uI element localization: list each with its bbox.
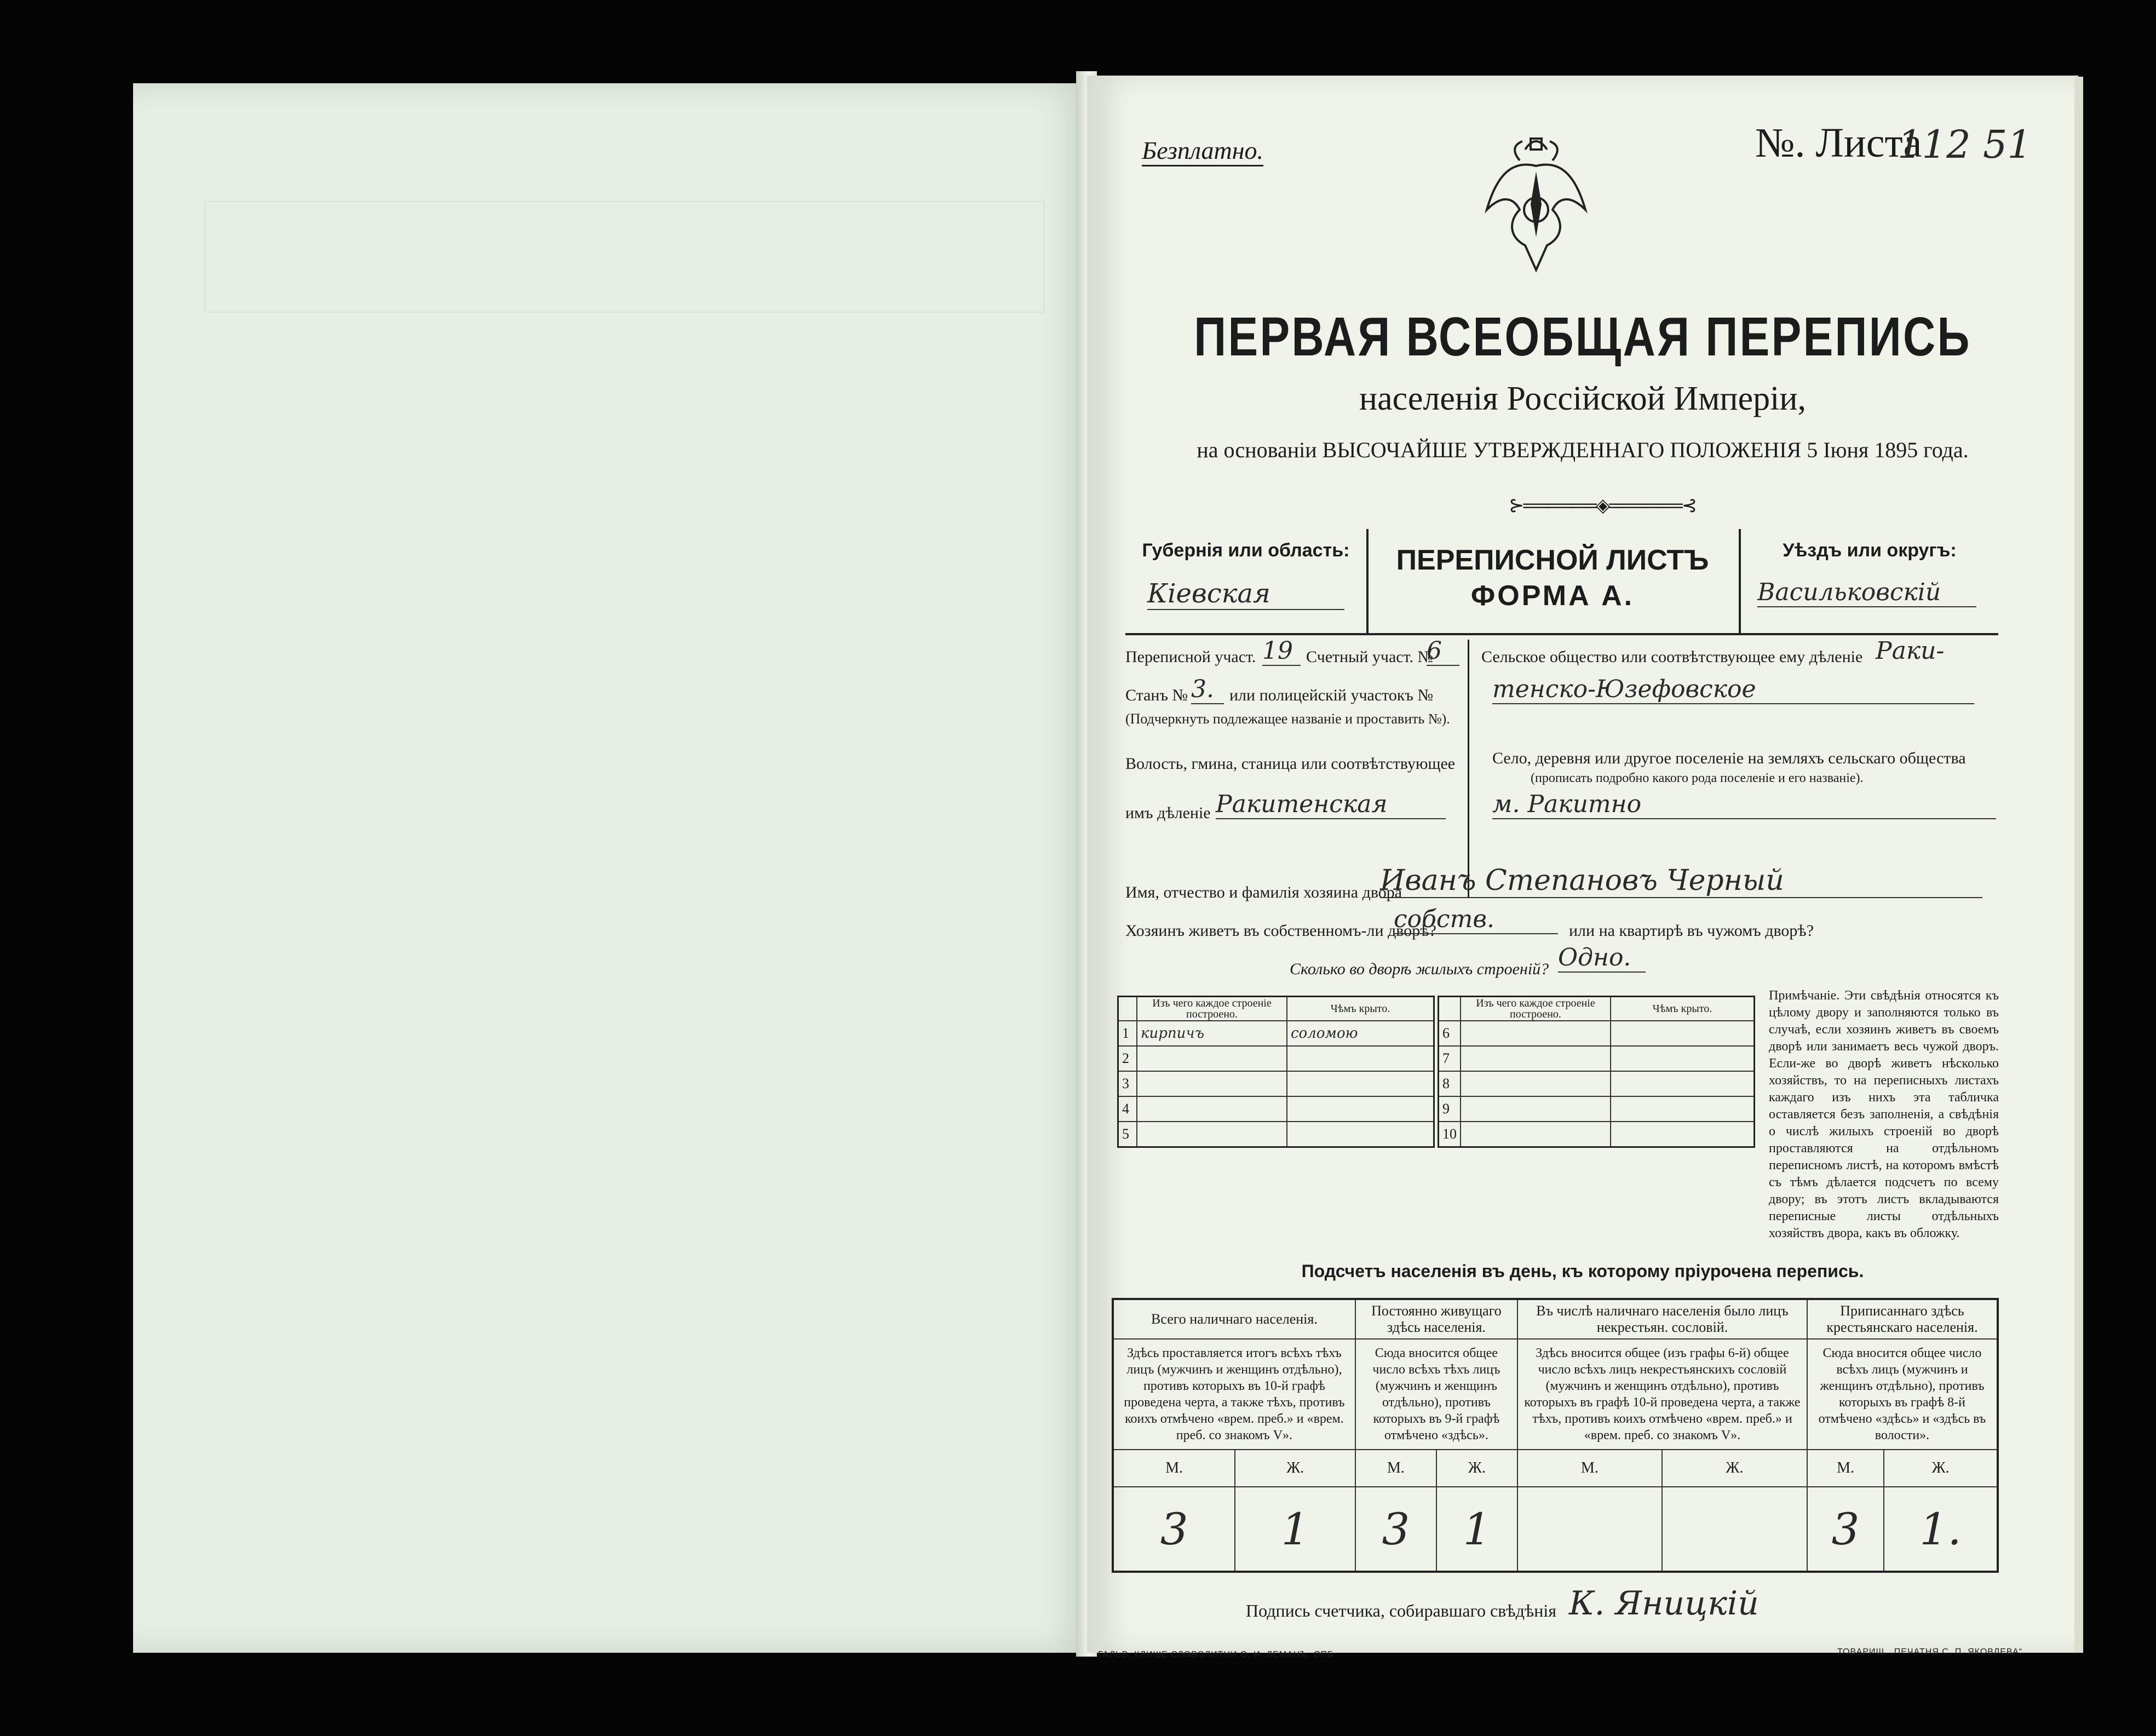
f-label: Ж. (1436, 1450, 1517, 1487)
f-label: Ж. (1662, 1450, 1807, 1487)
built-header: Изъ чего каждое строеніе построено. (1137, 997, 1287, 1021)
printer-note-right: ТОВАРИЩ. „ПЕЧАТНЯ С. П. ЯКОВЛЕВА“. (1837, 1647, 2026, 1657)
dwelling-table-right (1438, 996, 1755, 1148)
f-label: Ж. (1884, 1450, 1998, 1487)
table-row: 9 (1439, 1096, 1755, 1122)
col-desc-registered: Сюда вносится общее число всѣхъ лицъ (мужчинъ и женщинъ отдѣльно), противъ которыхъ въ графѣ 8-й отмѣчено «здѣсь» и «здѣсь въ волости». (1807, 1339, 1998, 1450)
col-head-registered: Приписаннаго здѣсь крестьянскаго населенія. (1807, 1299, 1998, 1339)
bleed-through-table (204, 201, 1044, 313)
page-edge (2074, 77, 2083, 1653)
total-female: 1 (1235, 1487, 1355, 1572)
census-area-label: Переписной участ. (1125, 648, 1256, 666)
form-subtitle: ФОРМА А. (1470, 580, 1635, 612)
uezd-value: Васильковскій (1757, 578, 1976, 607)
registered-male: 3 (1807, 1487, 1884, 1572)
society-value-1: Раки- (1876, 637, 1945, 665)
volost-value: Ракитенская (1216, 790, 1446, 819)
total-male: 3 (1113, 1487, 1235, 1572)
table-row: 3 (1118, 1071, 1434, 1096)
dwellings-label: Сколько во дворѣ жилыхъ строеній? (1290, 960, 1549, 978)
non-peasant-male (1517, 1487, 1662, 1572)
left-page-blank (133, 83, 1091, 1653)
village-label: Село, деревня или другое поселеніе на земляхъ сельскаго общества (1492, 749, 1966, 767)
built-cell: кирпичъ (1137, 1021, 1287, 1046)
count-area-value: 6 (1427, 637, 1459, 666)
col-head-total: Всего наличнаго населенія. (1113, 1299, 1355, 1339)
table-row: 2 (1118, 1046, 1434, 1071)
owner-value: Иванъ Степановъ Черный (1380, 864, 1982, 898)
ornament-divider: ⊱══════◈══════⊰ (1509, 496, 1697, 516)
form-title: ПЕРЕПИСНОЙ ЛИСТЪ (1396, 544, 1709, 576)
population-count-title: Подсчетъ населенія въ день, къ которому пріурочена перепись. (1301, 1261, 1864, 1281)
census-form-page (1087, 76, 2078, 1659)
f-label: Ж. (1235, 1450, 1355, 1487)
printer-note-left: ГАЛЬВ. КЛИШЕ СЛОВОЛИТНИ О. И. ЛЕМАНЪ, СПБ. (1098, 1650, 1337, 1659)
uezd-box (1739, 529, 1998, 635)
m-label: М. (1113, 1450, 1235, 1487)
roof-header-2: Чѣмъ крыто. (1611, 997, 1755, 1021)
own-yard-value: собств. (1394, 905, 1558, 934)
society-label: Сельское общество или соотвѣтствующее ему дѣленіе (1481, 648, 1863, 666)
col-desc-total: Здѣсь проставляется итогъ всѣхъ тѣхъ лицъ (мужчинъ и женщинъ отдѣльно), противъ которыхъ въ 10-й графѣ проведена черта, а также тѣхъ, противъ коихъ отмѣчено «врем. преб.» и «врем. преб. со знакомъ V». (1113, 1339, 1355, 1450)
free-label: Безплатно. (1142, 136, 1263, 166)
police-label: или полицейскій участокъ № (1229, 686, 1434, 704)
census-area-value: 19 (1262, 637, 1301, 666)
roof-header: Чѣмъ крыто. (1287, 997, 1434, 1021)
sheet-number-label: №. Листа (1755, 120, 1922, 166)
underline-note: (Подчеркнуть подлежащее названіе и проставить №). (1125, 711, 1450, 727)
count-area-label: Счетный участ. № (1306, 648, 1434, 666)
society-value-2: тенско-Юзефовское (1492, 675, 1974, 704)
col-desc-permanent: Сюда вносится общее число всѣхъ тѣхъ лицъ (мужчинъ и женщинъ отдѣльно), противъ которыхъ въ 9-й графѣ отмѣчено «здѣсь». (1355, 1339, 1517, 1450)
guberniya-value: Кіевская (1147, 578, 1344, 610)
guberniya-box (1125, 529, 1369, 635)
permanent-female: 1 (1436, 1487, 1517, 1572)
table-row: 6 (1439, 1021, 1755, 1046)
stan-value: 3. (1191, 675, 1224, 704)
volost-label: Волость, гмина, станица или соотвѣтствующее (1125, 755, 1456, 773)
owner-label: Имя, отчество и фамилія хозяина двора (1125, 883, 1402, 901)
roof-cell: соломою (1287, 1021, 1434, 1046)
m-label: М. (1807, 1450, 1884, 1487)
m-label: М. (1517, 1450, 1662, 1487)
table-row: 8 (1439, 1071, 1755, 1096)
stan-label: Станъ № (1125, 686, 1188, 704)
dwellings-value: Одно. (1558, 944, 1646, 973)
table-row: 7 (1439, 1046, 1755, 1071)
non-peasant-female (1662, 1487, 1807, 1572)
signature-value: К. Яницкій (1569, 1584, 1759, 1623)
guberniya-label: Губернія или область: (1142, 540, 1350, 561)
built-header-2: Изъ чего каждое строеніе построено. (1461, 997, 1611, 1021)
col-desc-non-peasant: Здѣсь вносится общее (изъ графы 6-й) общее число всѣхъ лицъ некрестьянскихъ сословій (мужчинъ и женщинъ отдѣльно), противъ которыхъ въ графѣ 10-й проведена черта, а также тѣхъ, противъ коихъ отмѣчено «врем. преб.» и «врем. преб. со знакомъ V». (1517, 1339, 1807, 1450)
imperial-eagle-emblem (1481, 128, 1591, 286)
signature-label: Подпись счетчика, собиравшаго свѣдѣнія (1246, 1601, 1557, 1620)
village-note: (прописать подробно какого рода поселеніе и его названіе). (1531, 771, 1864, 785)
m-label: М. (1355, 1450, 1436, 1487)
sheet-number-value: 112 51 (1898, 122, 2032, 167)
own-yard-label: Хозяинъ живетъ въ собственномъ-ли дворѣ? (1125, 922, 1436, 940)
volost-label-2: имъ дѣленіе (1125, 804, 1211, 822)
footnote: Примѣчаніе. Эти свѣдѣнія относятся къ цѣлому двору и заполняются только въ случаѣ, если хозяинъ живетъ въ своемъ дворѣ или занимаетъ весь чужой дворъ. Если-же во дворѣ живетъ нѣсколько хозяйствъ, то на переписныхъ листахъ каждаго изъ нихъ эта табличка оставляется безъ заполненія, а свѣдѣнія о числѣ жилыхъ строеній во дворѣ проставляются на отдѣльномъ переписномъ листѣ, на которомъ вмѣстѣ съ тѣмъ дѣлается подсчетъ по всему двору; въ этотъ листъ вкладываются переписные листы отдѣльныхъ хозяйствъ двора, какъ въ обложку. (1769, 988, 1999, 1240)
table-row: 1 кирпичъ соломою (1118, 1021, 1434, 1046)
main-title: ПЕРВАЯ ВСЕОБЩАЯ ПЕРЕПИСЬ (1194, 306, 1971, 367)
header-rule (1125, 633, 1996, 635)
village-value: м. Ракитно (1492, 790, 1996, 819)
permanent-male: 3 (1355, 1487, 1436, 1572)
table-row: 4 (1118, 1096, 1434, 1122)
uezd-label: Уѣздъ или округъ: (1783, 540, 1957, 561)
legal-basis: на основаніи ВЫСОЧАЙШЕ УТВЕРЖДЕННАГО ПОЛОЖЕНІЯ 5 Іюня 1895 года. (1197, 438, 1969, 462)
dwelling-table-left (1117, 996, 1435, 1148)
population-table (1112, 1298, 1999, 1573)
subtitle: населенія Россійской Имперіи, (1359, 380, 1807, 417)
registered-female: 1. (1884, 1487, 1998, 1572)
column-divider (1468, 640, 1469, 897)
table-row: 10 (1439, 1122, 1755, 1147)
col-head-non-peasant: Въ числѣ наличнаго населенія было лицъ некрестьян. сословій. (1517, 1299, 1807, 1339)
table-row: 5 (1118, 1122, 1434, 1147)
col-head-permanent: Постоянно живущаго здѣсь населенія. (1355, 1299, 1517, 1339)
rent-label: или на квартирѣ въ чужомъ дворѣ? (1569, 922, 1814, 940)
